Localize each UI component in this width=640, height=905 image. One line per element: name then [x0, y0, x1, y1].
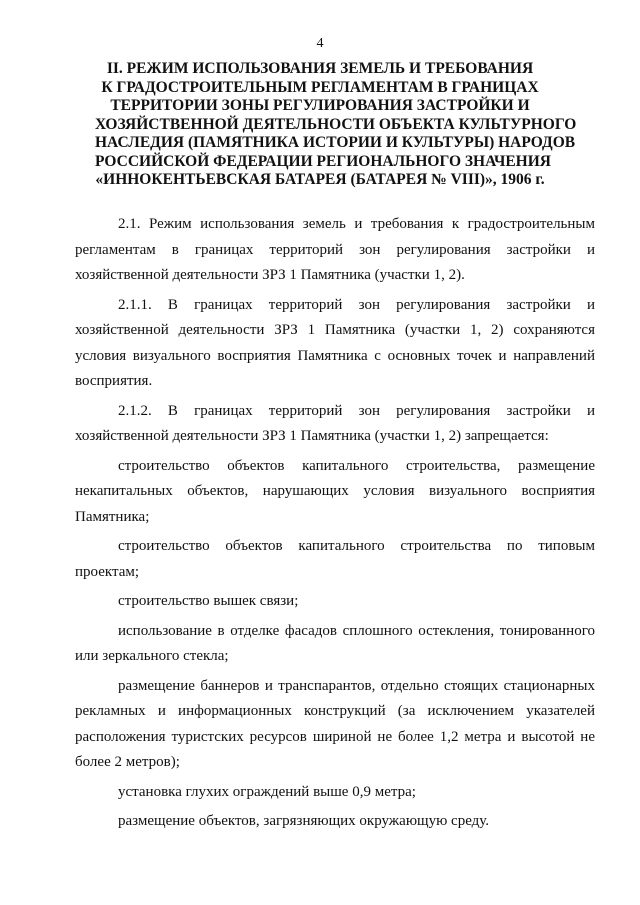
prohibition-item: строительство вышек связи; [118, 593, 299, 609]
prohibition-item: размещение баннеров и транспарантов, отдельно стоящих стационарных рекламных и информационных конструкций (за исключением указателей расположения туристских ресурсов шириной не более 1,2 метра и высотой не более 2 метров); [75, 677, 595, 770]
paragraph-2-1-1: 2.1.1. В границах территорий зон регулирования застройки и хозяйственной деятельности ЗРЗ 1 Памятника (участки 1, 2) сохраняются условия визуального восприятия Памятника с основных точек и направлений восприятия. [75, 296, 595, 389]
heading-line: РОССИЙСКОЙ ФЕДЕРАЦИИ РЕГИОНАЛЬНОГО ЗНАЧЕНИЯ [95, 152, 551, 170]
heading-line: ХОЗЯЙСТВЕННОЙ ДЕЯТЕЛЬНОСТИ ОБЪЕКТА КУЛЬТУРНОГО [95, 115, 577, 133]
section-heading [95, 60, 577, 190]
prohibition-item: строительство объектов капитального строительства по типовым проектам; [75, 538, 595, 580]
document-body [75, 212, 595, 839]
prohibition-item: использование в отделке фасадов сплошного остекления, тонированного или зеркального стекла; [75, 622, 595, 664]
heading-line: II. РЕЖИМ ИСПОЛЬЗОВАНИЯ ЗЕМЕЛЬ И ТРЕБОВАНИЯ [106, 60, 534, 77]
page-number: 4 [316, 36, 324, 51]
paragraph-2-1: 2.1. Режим использования земель и требования к градостроительным регламентам в границах территорий зон регулирования застройки и хозяйственной деятельности ЗРЗ 1 Памятника (участки 1, 2). [75, 216, 595, 283]
paragraph-2-1-2: 2.1.2. В границах территорий зон регулирования застройки и хозяйственной деятельности ЗРЗ 1 Памятника (участки 1, 2) запрещается: [75, 402, 595, 444]
heading-line: НАСЛЕДИЯ (ПАМЯТНИКА ИСТОРИИ И КУЛЬТУРЫ) НАРОДОВ [95, 134, 576, 151]
prohibition-item: размещение объектов, загрязняющих окружающую среду. [118, 813, 490, 829]
heading-line: «ИННОКЕНТЬЕВСКАЯ БАТАРЕЯ (БАТАРЕЯ № VIII)», 1906 г. [95, 171, 545, 188]
heading-line: К ГРАДОСТРОИТЕЛЬНЫМ РЕГЛАМЕНТАМ В ГРАНИЦАХ [101, 78, 539, 96]
prohibition-item: установка глухих ограждений выше 0,9 метра; [118, 783, 416, 800]
prohibition-item: строительство объектов капитального строительства, размещение некапитальных объектов, нарушающих условия визуального восприятия Памятника; [75, 457, 595, 525]
heading-line: ТЕРРИТОРИИ ЗОНЫ РЕГУЛИРОВАНИЯ ЗАСТРОЙКИ И [110, 97, 530, 114]
